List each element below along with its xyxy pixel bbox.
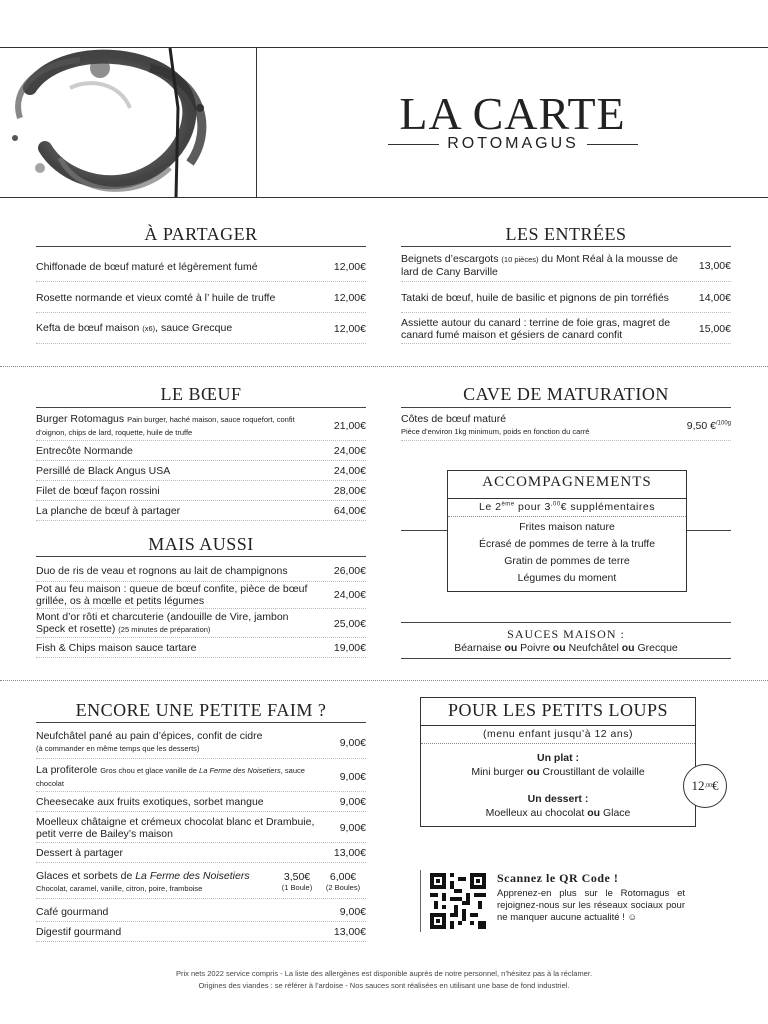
menu-item: Persillé de Black Angus USA 24,00€ <box>36 461 366 481</box>
menu-item: Duo de ris de veau et rognons au lait de champignons 26,00€ <box>36 560 366 582</box>
ink-splash-logo <box>0 48 256 197</box>
menu-item: Côtes de bœuf maturé Pièce d’environ 1kg minimum, poids en fonction du carré 9,50 €$^{/100g}$ <box>401 411 731 441</box>
section-title-mais-aussi: MAIS AUSSI <box>148 534 254 554</box>
menu-item: Fish & Chips maison sauce tartare 19,00€ <box>36 638 366 658</box>
menu-item: Tataki de bœuf, huile de basilic et pignons de pin torréfiés 14,00€ <box>401 283 731 313</box>
section-title-a-partager: À PARTAGER <box>144 224 258 244</box>
petits-loups-subtitle: (menu enfant jusqu’à 12 ans) <box>421 725 695 744</box>
qr-title: Scannez le QR Code ! <box>497 871 619 885</box>
menu-item: Chiffonade de bœuf maturé et légèrement fumé 12,00€ <box>36 252 366 282</box>
section-rule <box>36 556 366 557</box>
header-rule <box>0 197 768 198</box>
kids-menu-price: 12 ,00 € <box>683 764 727 808</box>
accompagnements-offer: Le 2ème pour $3^{,00}€$ supplémentaires <box>448 498 686 517</box>
petits-loups-title: POUR LES PETITS LOUPS <box>447 700 669 720</box>
accompagnements-rule-right <box>687 530 731 531</box>
accompagnement-item: Gratin de pommes de terre <box>504 555 630 567</box>
menu-item: Glaces et sorbets de La Ferme des Noisetiers Chocolat, caramel, vanille, citron, poire, framboise 3,50€ (1 Boule) 6,00€ (2 Boules) <box>36 867 366 899</box>
page-title: LA CARTE <box>399 88 626 139</box>
section-rule <box>36 407 366 408</box>
menu-item: Kefta de bœuf maison (x6), sauce Grecque 12,00€ <box>36 314 366 344</box>
section-title-entrees: LES ENTRÉES <box>505 224 627 244</box>
accompagnements-rule-left <box>401 530 447 531</box>
accompagnement-item: Écrasé de pommes de terre à la truffe <box>478 538 656 550</box>
section-rule <box>401 622 731 623</box>
accompagnements-box <box>447 470 687 592</box>
section-rule <box>401 658 731 659</box>
qr-code-icon[interactable] <box>430 873 486 929</box>
sauces-title: SAUCES MAISON : <box>507 627 625 641</box>
footer-line: Prix nets 2022 service compris - La liste des allergènes est disponible auprès de notre personnel, n’hésitez pas à la réclamer. <box>175 969 593 978</box>
menu-item: Pot au feu maison : queue de bœuf confite, pièce de bœuf grillée, os à mœlle et petits légumes 24,00€ <box>36 583 366 607</box>
dessert-label: Un dessert : <box>527 793 589 805</box>
section-rule <box>36 722 366 723</box>
menu-item: La planche de bœuf à partager 64,00€ <box>36 501 366 521</box>
petits-loups-box <box>420 697 696 827</box>
qr-text: Apprenez-en plus sur le Rotomagus et rejoignez-nous sur les réseaux sociaux pour ne manquer aucune actualité ! ☺ <box>497 888 685 923</box>
plat-label: Un plat : <box>537 752 579 764</box>
menu-item: Mont d’or rôti et charcuterie (andouille de Vire, jambon Speck et rosette) (25 minutes de préparation) 25,00€ <box>36 610 366 638</box>
plat-options: Mini burger ou Croustillant de volaille <box>471 766 645 778</box>
qr-bracket <box>420 870 424 932</box>
menu-item: Moelleux châtaigne et crémeux chocolat blanc et Drambuie, petit verre de Bailey’s maison 9,00€ <box>36 813 366 843</box>
menu-item: Neufchâtel pané au pain d’épices, confit de cidre (à commander en même temps que les desserts) 9,00€ <box>36 727 366 759</box>
menu-item: Entrecôte Normande 24,00€ <box>36 441 366 461</box>
accompagnement-item: Légumes du moment <box>517 572 617 584</box>
section-rule <box>401 246 731 247</box>
menu-item: La profiterole Gros chou et glace vanille de La Ferme des Noisetiers, sauce chocolat 9,00€ <box>36 762 366 792</box>
menu-item: Café gourmand 9,00€ <box>36 902 366 922</box>
section-separator <box>0 366 768 367</box>
section-title-cave: CAVE DE MATURATION <box>463 384 669 404</box>
section-separator <box>0 680 768 681</box>
page-subtitle <box>388 133 638 155</box>
section-title-petite-faim: ENCORE UNE PETITE FAIM ? <box>75 700 327 720</box>
accompagnements-title: ACCOMPAGNEMENTS <box>482 474 652 490</box>
section-rule <box>401 407 731 408</box>
menu-item: Assiette autour du canard : terrine de foie gras, magret de canard fumé maison et gésiers de canard confit 15,00€ <box>401 314 731 344</box>
menu-item: Cheesecake aux fruits exotiques, sorbet mangue 9,00€ <box>36 792 366 812</box>
section-title-boeuf: LE BŒUF <box>160 384 242 404</box>
menu-item: Filet de bœuf façon rossini 28,00€ <box>36 481 366 501</box>
section-rule <box>36 246 366 247</box>
footer-line: Origines des viandes : se référer à l’ardoise - Nos sauces sont réalisées en utilisant une base de fond industriel. <box>198 981 570 990</box>
subtitle-text: ROTOMAGUS <box>447 135 579 152</box>
dessert-options: Moelleux au chocolat ou Glace <box>485 807 631 819</box>
menu-item: Burger Rotomagus Pain burger, haché maison, sauce roquefort, confit d’oignon, chips de lard, roquette, huile de truffe 21,00€ <box>36 411 366 441</box>
menu-item: Rosette normande et vieux comté à l’ huile de truffe 12,00€ <box>36 283 366 313</box>
accompagnement-item: Frites maison nature <box>519 521 615 533</box>
menu-item: Dessert à partager 13,00€ <box>36 843 366 863</box>
sauces-list: Béarnaise ou Poivre ou Neufchâtel ou Grecque <box>454 642 678 654</box>
menu-item: Beignets d’escargots (10 pièces) du Mont Réal à la mousse de lard de Cany Barville 13,00€ <box>401 250 731 282</box>
header-divider <box>256 47 257 198</box>
menu-item: Digestif gourmand 13,00€ <box>36 922 366 942</box>
